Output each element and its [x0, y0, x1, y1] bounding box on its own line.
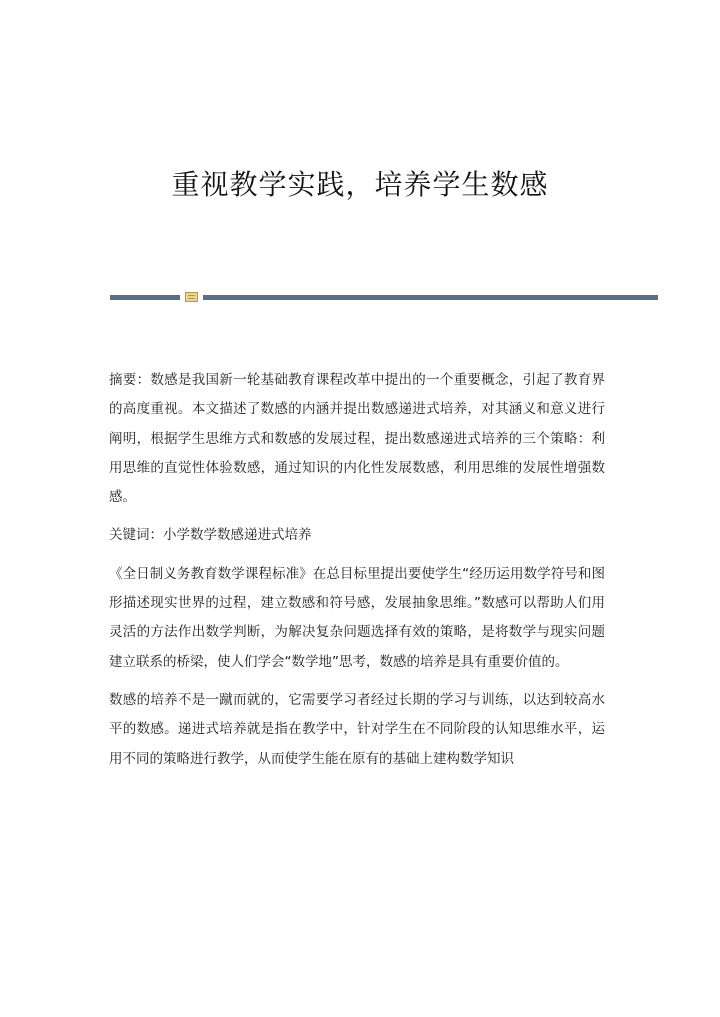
- document-title: 重视教学实践，培养学生数感: [171, 168, 549, 201]
- divider-bar-left: [110, 295, 180, 300]
- title-divider: [110, 292, 658, 302]
- body-paragraph: 《全日制义务教育数学课程标准》在总目标里提出要使学生“经历运用数学符号和图形描述现实世界的过程，建立数感和符号感，发展抽象思维。”数感可以帮助人们用灵活的方法作出数学判断，为解决复杂问题选择有效的策略，是将数学与现实问题建立联系的桥梁，使人们学会“数学地”思考，数感的培养是具有重要价值的。: [109, 565, 605, 670]
- divider-bar-right: [203, 295, 658, 300]
- divider-ornament-icon: [185, 292, 198, 302]
- body-paragraph: 数感的培养不是一蹴而就的，它需要学习者经过长期的学习与训练，以达到较高水平的数感。递进式培养就是指在教学中，针对学生在不同阶段的认知思维水平，运用不同的策略进行教学，从而使学生能在原有的基础上建构数学知识: [109, 691, 605, 767]
- document-body: [109, 366, 605, 783]
- keywords-paragraph: 关键词：小学数学数感递进式培养: [109, 527, 312, 544]
- abstract-paragraph: 摘要：数感是我国新一轮基础教育课程改革中提出的一个重要概念，引起了教育界的高度重视。本文描述了数感的内涵并提出数感递进式培养，对其涵义和意义进行阐明，根据学生思维方式和数感的发展过程，提出数感递进式培养的三个策略：利用思维的直觉性体验数感，通过知识的内化性发展数感，利用思维的发展性增强数感。: [109, 372, 605, 506]
